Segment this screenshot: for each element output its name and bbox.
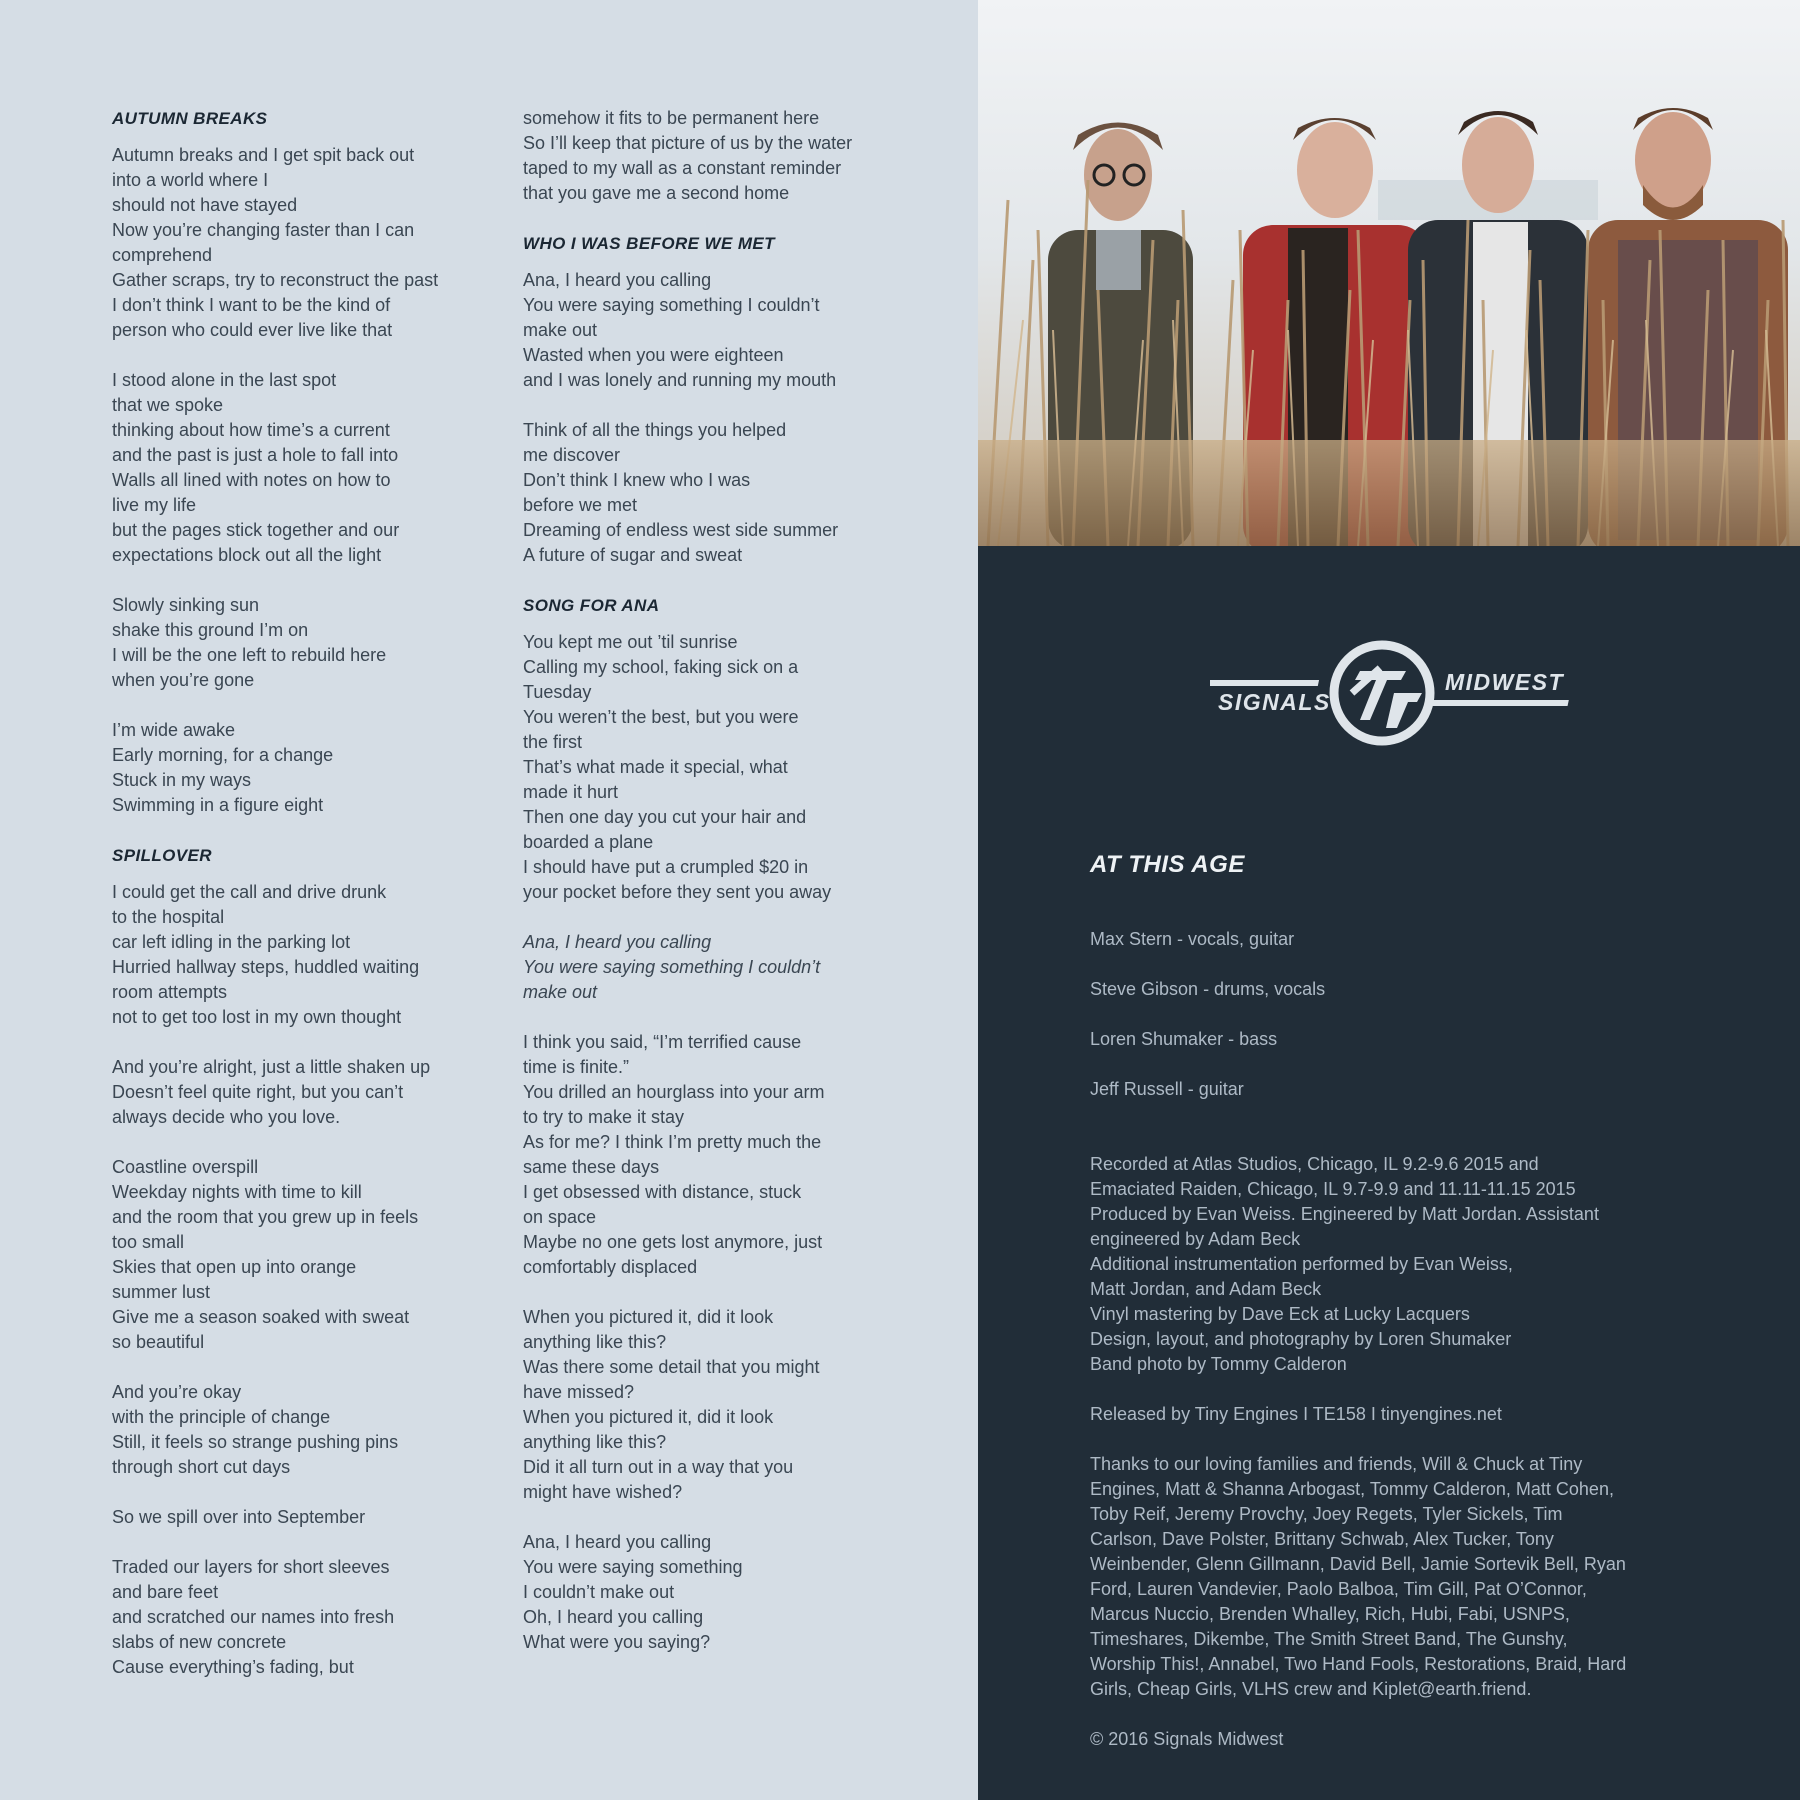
song-title: AUTUMN BREAKS xyxy=(112,109,268,128)
lyric-stanza: And you’re okay with the principle of change Still, it feels so strange pushing pins through short cut days xyxy=(112,1382,399,1477)
album-title: AT THIS AGE xyxy=(1090,851,1245,878)
lyric-stanza: When you pictured it, did it look anything like this? Was there some detail that you might have missed? When you pictured it, did it look anything like this? Did it all turn out in a way that you might have wished? xyxy=(523,1307,820,1502)
member-line: Jeff Russell - guitar xyxy=(1090,1079,1244,1099)
band-photo-image xyxy=(978,0,1800,546)
production-credits: Recorded at Atlas Studios, Chicago, IL 9.2-9.6 2015 and Emaciated Raiden, Chicago, IL 9.7-9.9 and 11.11-11.15 2015 Produced by Evan Weiss. Engineered by Matt Jordan. Assistant engineered by Adam Beck Additional instrumentation performed by Evan Weiss, Matt Jordan, and Adam Beck Vinyl mastering by Dave Eck at Lucky Lacquers Design, layout, and photography by Loren Shumaker Band photo by Tommy Calderon xyxy=(1090,1154,1599,1374)
song-title: SPILLOVER xyxy=(112,846,212,865)
band-photo xyxy=(978,0,1800,546)
lyric-stanza: You kept me out ’til sunrise Calling my school, faking sick on a Tuesday You weren’t the best, but you were the first That’s what made it special, what made it hurt Then one day you cut your hair and boarded a plane I should have put a crumpled $20 in your pocket before they sent you away xyxy=(523,632,832,902)
member-line: Loren Shumaker - bass xyxy=(1090,1029,1278,1049)
band-logo xyxy=(1210,638,1570,748)
lyric-stanza: So we spill over into September xyxy=(112,1507,366,1527)
album-credits xyxy=(1090,850,1710,1777)
lyric-stanza: Autumn breaks and I get spit back out into a world where I should not have stayed Now you’re changing faster than I can comprehend Gather scraps, try to reconstruct the past I don’t think I want to be the kind of person who could ever live like that xyxy=(112,145,439,340)
lyric-stanza: I think you said, “I’m terrified cause time is finite.” You drilled an hourglass into your arm to try to make it stay As for me? I think I’m pretty much the same these days I get obsessed with distance, stuck on space Maybe no one gets lost anymore, just comfortably displaced xyxy=(523,1032,825,1277)
lyric-stanza-italic: Ana, I heard you calling You were saying something I couldn’t make out xyxy=(523,932,821,1002)
lyric-stanza: Slowly sinking sun shake this ground I’m on I will be the one left to rebuild here when you’re gone xyxy=(112,595,387,690)
member-line: Steve Gibson - drums, vocals xyxy=(1090,979,1326,999)
song-title: SONG FOR ANA xyxy=(523,596,660,615)
release-info: Released by Tiny Engines I TE158 I tinyengines.net xyxy=(1090,1404,1502,1424)
lyric-stanza: I could get the call and drive drunk to the hospital car left idling in the parking lot Hurried hallway steps, huddled waiting room attempts not to get too lost in my own thought xyxy=(112,882,420,1027)
signals-midwest-logo xyxy=(1210,638,1570,748)
lyric-stanza: Coastline overspill Weekday nights with time to kill and the room that you grew up in feels too small Skies that open up into orange summer lust Give me a season soaked with sweat so beautiful xyxy=(112,1157,419,1352)
thanks: Thanks to our loving families and friends, Will & Chuck at Tiny Engines, Matt & Shanna Arbogast, Tommy Calderon, Matt Cohen, Toby Reif, Jeremy Provchy, Joey Regets, Tyler Sickels, Tim Carlson, Dave Polster, Brittany Schwab, Alex Tucker, Tony Weinbender, Glenn Gillmann, David Bell, Jamie Sortevik Bell, Ryan Ford, Lauren Vandevier, Paolo Balboa, Tim Gill, Pat O’Connor, Marcus Nuccio, Brenden Whalley, Rich, Hubi, Fabi, USNPS, Timeshares, Dikembe, The Smith Street Band, The Gunshy, Worship This!, Annabel, Two Hand Fools, Restorations, Braid, Hard Girls, Cheap Girls, VLHS crew and Kiplet@earth.friend. xyxy=(1090,1454,1627,1699)
logo-right-word: MIDWEST xyxy=(1445,669,1565,695)
lyrics-column-left xyxy=(112,106,472,1705)
lyric-stanza: And you’re alright, just a little shaken up Doesn’t feel quite right, but you can’t always decide who you love. xyxy=(112,1057,431,1127)
lyric-stanza: Traded our layers for short sleeves and bare feet and scratched our names into fresh slabs of new concrete Cause everything’s fading, but xyxy=(112,1557,395,1677)
lyric-stanza: Ana, I heard you calling You were saying something I couldn’t make out Wasted when you were eighteen and I was lonely and running my mouth xyxy=(523,270,837,390)
lyric-stanza: I’m wide awake Early morning, for a change Stuck in my ways Swimming in a figure eight xyxy=(112,720,334,815)
logo-left-word: SIGNALS xyxy=(1218,689,1331,715)
lyric-stanza: somehow it fits to be permanent here So I’ll keep that picture of us by the water taped to my wall as a constant reminder that you gave me a second home xyxy=(523,108,853,203)
lyric-stanza: Think of all the things you helped me discover Don’t think I knew who I was before we met Dreaming of endless west side summer A future of sugar and sweat xyxy=(523,420,839,565)
lyrics-column-right xyxy=(523,106,883,1680)
band-members xyxy=(1090,902,1710,1127)
song-title: WHO I WAS BEFORE WE MET xyxy=(523,234,775,253)
lyric-stanza: I stood alone in the last spot that we spoke thinking about how time’s a current and the past is just a hole to fall into Walls all lined with notes on how to live my life but the pages stick together and our expectations block out all the light xyxy=(112,370,400,565)
member-line: Max Stern - vocals, guitar xyxy=(1090,929,1295,949)
lyric-stanza: Ana, I heard you calling You were saying something I couldn’t make out Oh, I heard you calling What were you saying? xyxy=(523,1532,743,1652)
copyright: © 2016 Signals Midwest xyxy=(1090,1729,1284,1749)
